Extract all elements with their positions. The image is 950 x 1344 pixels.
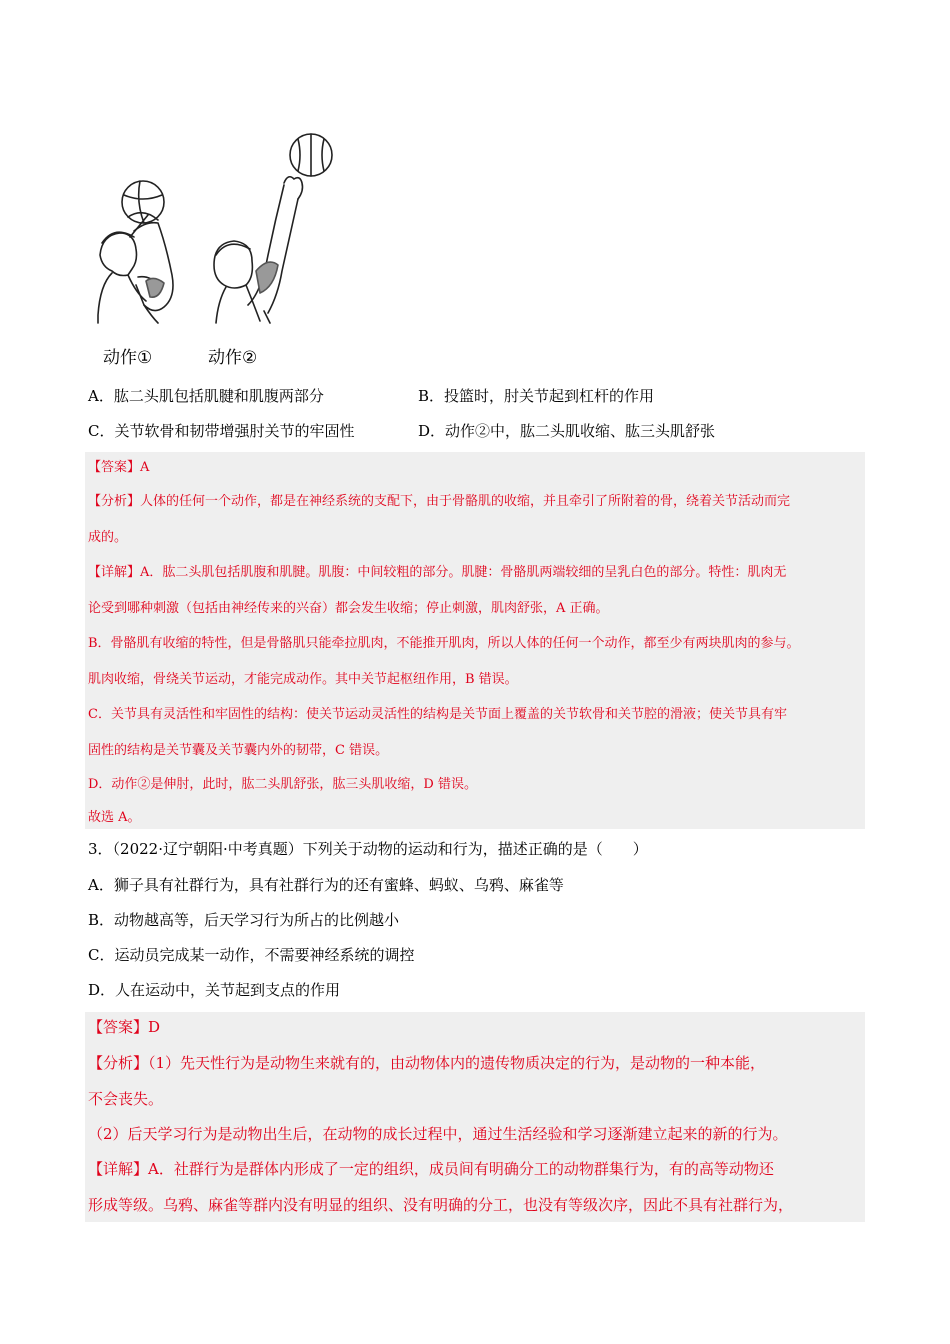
q2-detail-line: C．关节具有灵活性和牢固性的结构：使关节运动灵活性的结构是关节面上覆盖的关节软骨和关节腔的滑液；使关节具有牢 bbox=[88, 707, 787, 722]
q2-options-row-2 bbox=[88, 419, 868, 443]
q2-options-row-1 bbox=[88, 384, 868, 408]
q2-solution-box bbox=[85, 452, 865, 829]
q2-detail-line: 肌肉收缩，骨绕关节运动，才能完成动作。其中关节起枢纽作用，B 错误。 bbox=[88, 672, 518, 687]
q2-answer: 【答案】A bbox=[88, 460, 150, 475]
q2-detail-line: 论受到哪种刺激（包括由神经传来的兴奋）都会发生收缩；停止刺激，肌肉舒张，A 正确。 bbox=[88, 601, 609, 616]
q2-detail-line: 固性的结构是关节囊及关节囊内外的韧带，C 错误。 bbox=[88, 743, 389, 758]
q3-analysis-line: 不会丧失。 bbox=[88, 1090, 164, 1108]
q3-option-d: D．人在运动中，关节起到支点的作用 bbox=[88, 981, 341, 999]
q3-analysis-line: （2）后天学习行为是动物出生后，在动物的成长过程中，通过生活经验和学习逐渐建立起来的新的行为。 bbox=[88, 1125, 788, 1143]
figure-label-action-2: 动作② bbox=[208, 348, 258, 368]
q3-option-a: A．狮子具有社群行为，具有社群行为的还有蜜蜂、蚂蚁、乌鸦、麻雀等 bbox=[88, 876, 564, 894]
q2-detail-line: D．动作②是伸肘，此时，肱二头肌舒张，肱三头肌收缩，D 错误。 bbox=[88, 777, 477, 792]
q2-analysis-line: 【分析】人体的任何一个动作，都是在神经系统的支配下，由于骨骼肌的收缩，并且牵引了所附着的骨，绕着关节活动而完 bbox=[88, 494, 791, 509]
q3-analysis-line: 【分析】（1）先天性行为是动物生来就有的，由动物体内的遗传物质决定的行为，是动物的一种本能， bbox=[88, 1054, 766, 1072]
q2-option-b: B．投篮时，肘关节起到杠杆的作用 bbox=[418, 387, 655, 405]
q3-stem: 3．（2022·辽宁朝阳·中考真题）下列关于动物的运动和行为，描述正确的是（ ） bbox=[88, 840, 648, 858]
q2-option-d: D．动作②中，肱二头肌收缩、肱三头肌舒张 bbox=[418, 422, 716, 440]
q3-answer: 【答案】D bbox=[88, 1018, 161, 1036]
q3-detail-line: 【详解】A．社群行为是群体内形成了一定的组织，成员间有明确分工的动物群集行为，有的高等动物还 bbox=[88, 1160, 774, 1178]
q2-analysis-line: 成的。 bbox=[88, 530, 128, 545]
q3-option-b: B．动物越高等，后天学习行为所占的比例越小 bbox=[88, 911, 400, 929]
q3-solution-box bbox=[85, 1012, 865, 1222]
q2-option-a: A．肱二头肌包括肌腱和肌腹两部分 bbox=[88, 387, 324, 405]
q3-option-c: C．运动员完成某一动作，不需要神经系统的调控 bbox=[88, 946, 415, 964]
figure-label-action-1: 动作① bbox=[103, 348, 153, 368]
basketball-action-illustration bbox=[88, 125, 388, 375]
q2-detail-line: 【详解】A．肱二头肌包括肌腹和肌腱。肌腹：中间较粗的部分。肌腱：骨骼肌两端较细的呈乳白色的部分。特性：肌肉无 bbox=[88, 565, 787, 580]
q2-conclusion: 故选 A。 bbox=[88, 810, 141, 825]
q3-detail-line: 形成等级。乌鸦、麻雀等群内没有明显的组织、没有明确的分工，也没有等级次序，因此不具有社群行为， bbox=[88, 1196, 794, 1214]
q2-option-c: C．关节软骨和韧带增强肘关节的牢固性 bbox=[88, 422, 355, 440]
q2-detail-line: B．骨骼肌有收缩的特性，但是骨骼肌只能牵拉肌肉，不能推开肌肉，所以人体的任何一个动作，都至少有两块肌肉的参与。 bbox=[88, 636, 800, 651]
